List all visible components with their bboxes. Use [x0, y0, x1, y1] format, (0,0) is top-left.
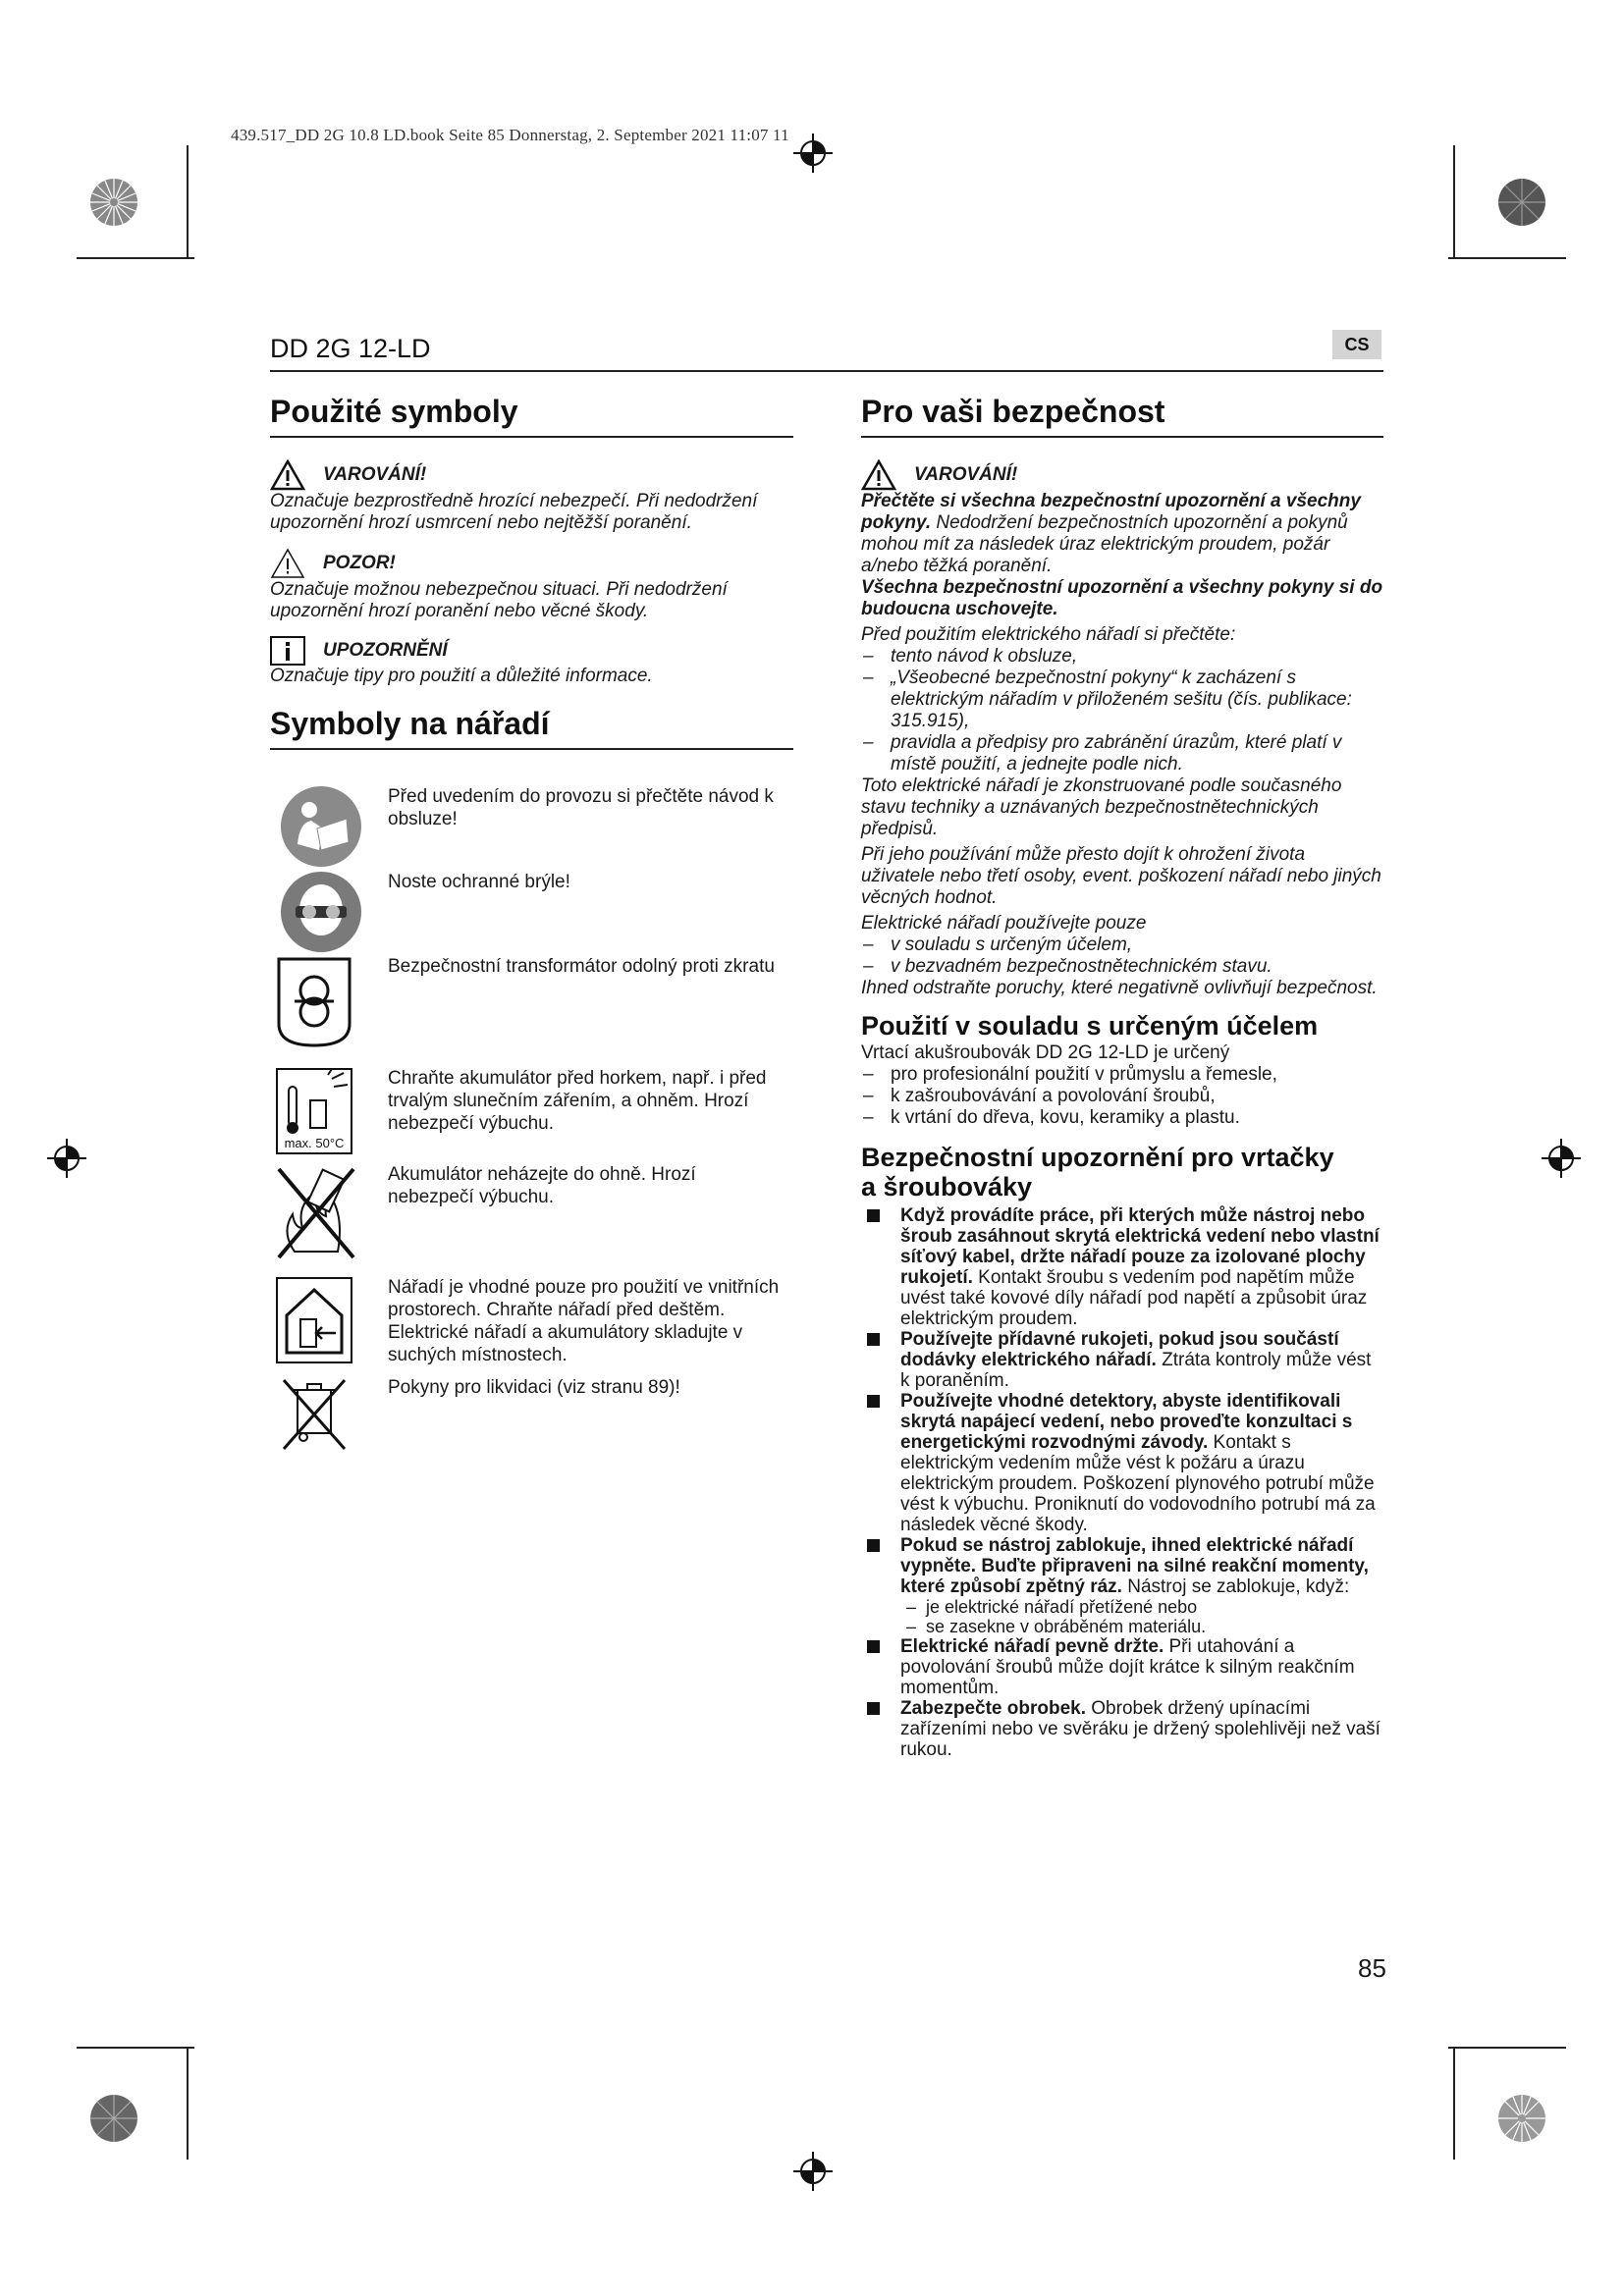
list-item: – tento návod k obsluze,	[861, 646, 1383, 667]
symbols-heading: Použité symboly	[270, 394, 518, 429]
registration-mark-icon	[88, 177, 139, 228]
indoor-use-icon	[275, 1276, 353, 1364]
list-item: – je elektrické nářadí přetížené nebo	[900, 1597, 1383, 1617]
pozor-label: POZOR!	[323, 553, 396, 573]
symbol-text: Noste ochranné brýle!	[388, 872, 570, 892]
list-item: – k zašroubovávání a povolování šroubů,	[861, 1086, 1383, 1107]
left-column	[270, 393, 793, 750]
blocked-list	[900, 1597, 1383, 1636]
safety-warning-head	[861, 459, 1383, 491]
fix-faults-text: Ihned odstraňte poruchy, které negativně ovlivňují bezpečnost.	[861, 978, 1378, 998]
bullet-square-icon	[867, 1209, 880, 1222]
registration-mark-icon	[1496, 177, 1547, 228]
list-item	[861, 1636, 1383, 1698]
list-item: – „Všeobecné bezpečnostní pokyny“ k zacházení s elektrickým nářadím v přiloženém sešitu (čís. publikace: 315.915),	[861, 667, 1383, 732]
upozorneni-text: Označuje tipy pro použití a důležité informace.	[270, 666, 653, 686]
crop-mark	[77, 2047, 194, 2049]
list-item: – v souladu s určeným účelem,	[861, 934, 1383, 956]
symbol-text: Před uvedením do provozu si přečtěte návod k obsluze!	[388, 786, 774, 829]
list-item: – k vrtání do dřeva, kovu, keramiky a plastu.	[861, 1107, 1383, 1129]
before-use: Před použitím elektrického nářadí si přečtěte:	[861, 624, 1236, 645]
item-text: Obrobek držený upínacími zařízeními nebo ve svěráku je držený spolehlivěji než vaší rukou.	[900, 1698, 1380, 1760]
crop-mark	[1448, 257, 1566, 259]
symbol-text: Akumulátor neházejte do ohně. Hrozí nebezpečí výbuchu.	[388, 1164, 696, 1207]
symbol-text: Chraňte akumulátor před horkem, např. i před trvalým slunečním zářením, a ohněm. Hrozí nebezpečí výbuchu.	[388, 1068, 767, 1134]
crosshair-mark-icon	[47, 1139, 86, 1178]
crop-mark	[187, 145, 189, 258]
registration-mark-icon	[88, 2093, 139, 2144]
list-item	[861, 1205, 1383, 1329]
item-text: Kontakt šroubu s vedením pod napětím může uvést také kovové díly nářadí pod napětí a způsobit úraz elektrickým proudem.	[900, 1267, 1368, 1329]
drill-heading-line: a šroubováky	[861, 1172, 1033, 1201]
crop-mark	[1453, 145, 1455, 258]
warning-bold: Přečtěte si všechna bezpečnostní upozornění a všechny pokyny.	[861, 491, 1361, 533]
warning-paragraph	[861, 491, 1383, 577]
warning-triangle-icon	[270, 459, 305, 491]
bullet-square-icon	[867, 1395, 880, 1408]
item-bold: Používejte vhodné detektory, abyste identifikovali skrytá napájecí vedení, nebo proveďte konzultaci s energetickými rozvodnými závody.	[900, 1391, 1353, 1453]
battery-no-fire-icon	[275, 1163, 357, 1261]
drill-safety-heading	[861, 1143, 1383, 1201]
note-block	[270, 636, 793, 687]
language-badge: CS	[1332, 330, 1381, 359]
heading-rule	[270, 748, 793, 750]
print-line: 439.517_DD 2G 10.8 LD.book Seite 85 Donnerstag, 2. September 2021 11:07 11	[231, 126, 789, 144]
list-item: – se zasekne v obráběném materiálu.	[900, 1617, 1383, 1636]
registration-mark-icon	[1496, 2093, 1547, 2144]
upozorneni-label: UPOZORNĚNÍ	[323, 640, 448, 661]
danger-text: Při jeho používání může přesto dojít k ohrožení života uživatele nebo třetí osoby, event. poškození nářadí nebo jiných věcných hodnot.	[861, 844, 1381, 908]
max-temp-label: max. 50°C	[284, 1136, 345, 1150]
caution-block	[270, 548, 793, 622]
warning-text: Nedodržení bezpečnostních upozornění a pokynů mohou mít za následek úraz elektrickým proudem, požár a/nebo těžká poranění.	[861, 512, 1348, 576]
item-text: Ztráta kontroly může vést k poraněním.	[900, 1350, 1372, 1391]
item-bold: Když provádíte práce, při kterých může nástroj nebo šroub zasáhnout skrytá elektrická vedení nebo vlastní síťový kabel, držte nářadí pouze za izolované plochy rukojetí.	[900, 1205, 1380, 1288]
symbol-text: Bezpečnostní transformátor odolný proti zkratu	[388, 956, 775, 977]
item-bold: Zabezpečte obrobek.	[900, 1698, 1086, 1719]
warning-block	[270, 459, 793, 534]
use-only-list	[861, 934, 1383, 978]
intended-list	[861, 1064, 1383, 1129]
intended-intro: Vrtací akušroubovák DD 2G 12-LD je určený	[861, 1042, 1230, 1063]
list-item	[861, 1535, 1383, 1636]
safety-heading: Pro vaši bezpečnost	[861, 394, 1165, 429]
header-rule	[270, 370, 1383, 372]
heading-rule	[270, 436, 793, 438]
crop-mark	[77, 257, 194, 259]
transformer-icon	[275, 955, 353, 1049]
list-item	[861, 1329, 1383, 1391]
crop-mark	[1448, 2047, 1566, 2049]
right-column	[861, 393, 1383, 1760]
item-bold: Používejte přídavné rukojeti, pokud jsou součástí dodávky elektrického nářadí.	[900, 1329, 1339, 1370]
item-bold: Pokud se nástroj zablokuje, ihned elektrické nářadí vypněte. Buďte připraveni na silné reakční momenty, které způsobí zpětný ráz.	[900, 1535, 1369, 1597]
symbol-text: Pokyny pro likvidaci (viz stranu 89)!	[388, 1377, 680, 1398]
battery-heat-icon	[275, 1067, 353, 1155]
symbol-text: Nářadí je vhodné pouze pro použití ve vnitřních prostorech. Chraňte nářadí před deštěm. Elektrické nářadí a akumulátory skladujte v suchých místnostech.	[388, 1277, 780, 1365]
drill-safety-list	[861, 1205, 1383, 1760]
list-item: – pravidla a předpisy pro zabránění úrazům, které platí v místě použití, a jednejte podle nich.	[861, 732, 1383, 775]
heading-rule	[861, 436, 1383, 438]
disposal-bin-icon	[280, 1376, 349, 1455]
varovani-label: VAROVÁNÍ!	[323, 464, 427, 485]
tool-symbols-heading: Symboly na nářadí	[270, 706, 550, 741]
pozor-text: Označuje možnou nebezpečnou situaci. Při nedodržení upozornění hrozí poranění nebo věcné škody.	[270, 579, 728, 621]
list-item	[861, 1698, 1383, 1760]
before-use-list	[861, 646, 1383, 775]
drill-heading-line: Bezpečnostní upozornění pro vrtačky	[861, 1143, 1334, 1172]
bullet-square-icon	[867, 1333, 880, 1346]
intended-use-heading: Použití v souladu s určeným účelem	[861, 1011, 1319, 1041]
crop-mark	[1453, 2047, 1455, 2160]
item-text: Nástroj se zablokuje, když:	[1121, 1576, 1350, 1597]
info-icon	[270, 636, 305, 666]
crosshair-mark-icon	[793, 133, 833, 173]
list-item	[861, 1391, 1383, 1535]
crosshair-mark-icon	[1542, 1139, 1581, 1178]
crosshair-mark-icon	[793, 2152, 833, 2191]
varovani-text: Označuje bezprostředně hrozící nebezpečí. Při nedodržení upozornění hrozí usmrcení nebo nejtěžší poranění.	[270, 491, 758, 533]
page-number: 85	[1358, 1953, 1386, 1983]
safety-glasses-icon	[280, 871, 362, 953]
bullet-square-icon	[867, 1539, 880, 1552]
use-only-text: Elektrické nářadí používejte pouze	[861, 913, 1147, 934]
list-item: – pro profesionální použití v průmyslu a řemesle,	[861, 1064, 1383, 1086]
item-text: Kontakt s elektrickým vedením může vést k požáru a úrazu elektrickým proudem. Poškození plynového potrubí může vést k výbuchu. Proniknutí do vodovodního potrubí má za následek věcné škody.	[900, 1432, 1376, 1535]
item-bold: Elektrické nářadí pevně držte.	[900, 1636, 1164, 1657]
bullet-square-icon	[867, 1702, 880, 1715]
crop-mark	[187, 2047, 189, 2160]
keep-instructions: Všechna bezpečnostní upozornění a všechny pokyny si do budoucna uschovejte.	[861, 577, 1383, 619]
tool-built-text: Toto elektrické nářadí je zkonstruované podle současného stavu techniky a uznávaných bezpečnostnětechnických předpisů.	[861, 775, 1342, 839]
bullet-square-icon	[867, 1640, 880, 1653]
document-title: DD 2G 12-LD	[270, 334, 431, 363]
read-manual-icon	[280, 785, 362, 868]
warning-label: VAROVÁNÍ!	[914, 464, 1018, 485]
list-item: – v bezvadném bezpečnostnětechnickém stavu.	[861, 956, 1383, 978]
warning-triangle-icon	[861, 459, 896, 491]
item-text: Při utahování a povolování šroubů může dojít krátce k silným reakčním momentům.	[900, 1636, 1355, 1698]
caution-triangle-icon	[270, 548, 305, 579]
